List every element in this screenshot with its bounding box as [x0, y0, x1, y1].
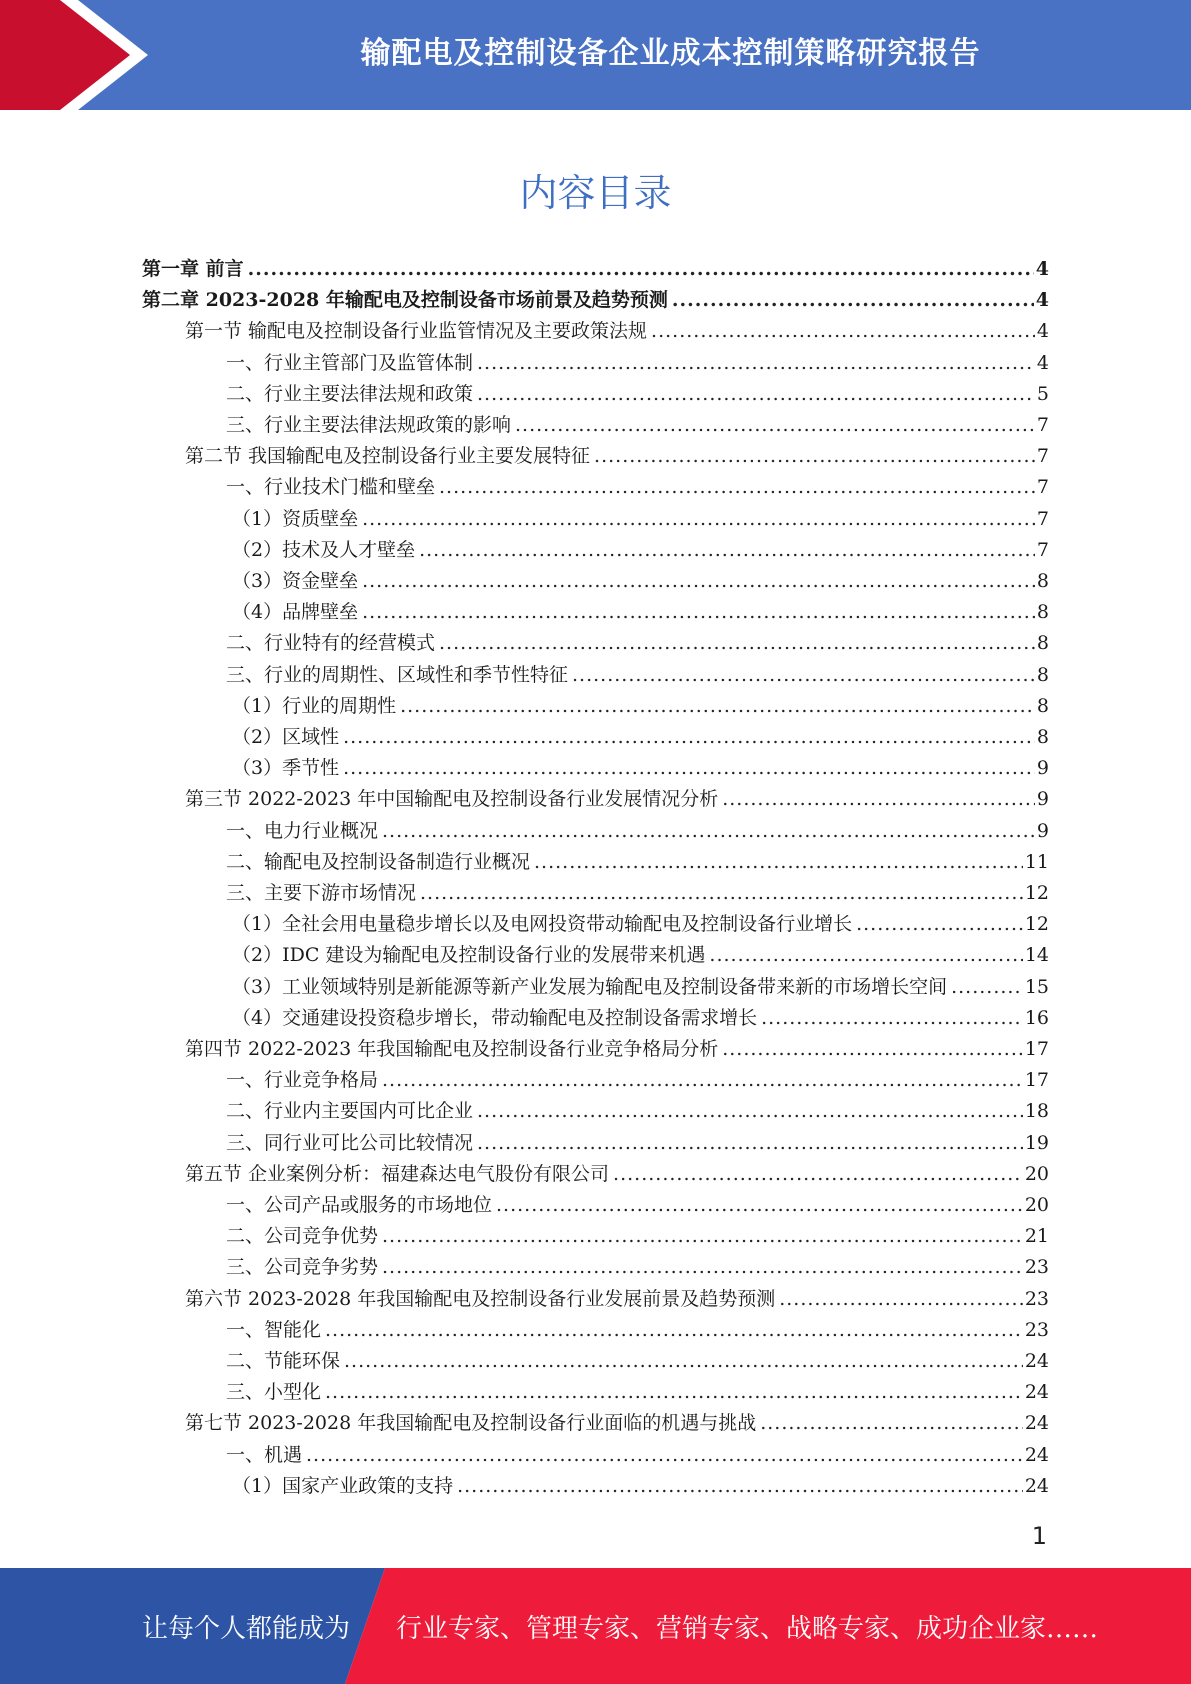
toc-entry-label: 第四节 2022-2023 年我国输配电及控制设备行业竞争格局分析: [185, 1038, 719, 1060]
toc-dot-leader: [951, 972, 1023, 1003]
toc-entry-label: 二、节能环保: [226, 1350, 341, 1372]
toc-entry-label: 二、行业特有的经营模式: [226, 632, 436, 654]
toc-entry-page: 15: [1024, 976, 1049, 998]
toc-entry-label: 三、小型化: [226, 1381, 322, 1403]
toc-entry[interactable]: [226, 1128, 1049, 1159]
toc-entry-page: 8: [1036, 601, 1049, 623]
toc-entry-label: 第一章 前言: [142, 258, 244, 280]
toc-dot-leader: [343, 722, 1035, 753]
toc-entry[interactable]: [232, 691, 1049, 722]
toc-dot-leader: [382, 816, 1035, 847]
toc-dot-leader: [594, 441, 1035, 472]
toc-entry[interactable]: [226, 1315, 1049, 1346]
toc-dot-leader: [362, 566, 1035, 597]
toc-entry[interactable]: [226, 1346, 1049, 1377]
toc-dot-leader: [382, 1221, 1023, 1252]
toc-entry-page: 23: [1024, 1319, 1049, 1341]
toc-entry-page: 20: [1024, 1194, 1049, 1216]
toc-entry-label: 三、公司竞争劣势: [226, 1256, 379, 1278]
toc-entry-label: 二、输配电及控制设备制造行业概况: [226, 851, 531, 873]
toc-entry[interactable]: [232, 722, 1049, 753]
toc-dot-leader: [343, 753, 1035, 784]
toc-entry-page: 4: [1036, 352, 1049, 374]
toc-entry[interactable]: [232, 940, 1049, 971]
toc-entry-label: 第七节 2023-2028 年我国输配电及控制设备行业面临的机遇与挑战: [185, 1412, 757, 1434]
toc-entry-label: 三、主要下游市场情况: [226, 882, 417, 904]
toc-entry-label: （2）技术及人才壁垒: [232, 539, 416, 561]
footer-slogan-right: 行业专家、管理专家、营销专家、战略专家、成功企业家……: [396, 1613, 1099, 1644]
toc-entry-page: 24: [1024, 1350, 1049, 1372]
toc-entry[interactable]: [232, 972, 1049, 1003]
toc-entry-label: （2）IDC 建设为输配电及控制设备行业的发展带来机遇: [232, 944, 706, 966]
toc-entry-label: （1）行业的周期性: [232, 695, 397, 717]
toc-entry[interactable]: [226, 628, 1049, 659]
toc-entry-label: 三、行业主要法律法规政策的影响: [226, 414, 512, 436]
toc-dot-leader: [651, 316, 1035, 347]
toc-entry[interactable]: [226, 1221, 1049, 1252]
toc-entry-label: 二、公司竞争优势: [226, 1225, 379, 1247]
toc-dot-leader: [856, 909, 1023, 940]
toc-entry-label: （4）交通建设投资稳步增长，带动输配电及控制设备需求增长: [232, 1007, 758, 1029]
toc-entry[interactable]: [226, 1096, 1049, 1127]
toc-dot-leader: [477, 348, 1035, 379]
toc-entry-page: 24: [1024, 1381, 1049, 1403]
toc-entry-page: 24: [1024, 1475, 1049, 1497]
toc-entry[interactable]: [232, 1003, 1049, 1034]
toc-entry[interactable]: [142, 285, 1049, 316]
toc-dot-leader: [248, 254, 1034, 285]
toc-entry-label: 第三节 2022-2023 年中国输配电及控制设备行业发展情况分析: [185, 788, 719, 810]
toc-entry-label: （3）资金壁垒: [232, 570, 359, 592]
toc-entry-label: 二、行业内主要国内可比企业: [226, 1100, 474, 1122]
toc-dot-leader: [613, 1159, 1023, 1190]
chevron-arrow-icon: [0, 0, 160, 110]
toc-entry-label: （3）工业领域特别是新能源等新产业发展为输配电及控制设备带来新的市场增长空间: [232, 976, 948, 998]
toc-entry-label: （3）季节性: [232, 757, 340, 779]
toc-entry[interactable]: [226, 1440, 1049, 1471]
toc-entry[interactable]: [226, 1065, 1049, 1096]
toc-entry-page: 23: [1024, 1256, 1049, 1278]
toc-entry[interactable]: [232, 535, 1049, 566]
toc-entry-page: 4: [1036, 320, 1049, 342]
toc-dot-leader: [760, 1408, 1023, 1439]
toc-dot-leader: [779, 1284, 1023, 1315]
toc-dot-leader: [534, 847, 1023, 878]
toc-entry-page: 21: [1024, 1225, 1049, 1247]
toc-entry-label: 一、行业主管部门及监管体制: [226, 352, 474, 374]
toc-entry-label: （4）品牌壁垒: [232, 601, 359, 623]
toc-dot-leader: [420, 878, 1023, 909]
toc-dot-leader: [457, 1471, 1023, 1502]
toc-entry[interactable]: [185, 441, 1049, 472]
toc-entry-label: 二、行业主要法律法规和政策: [226, 383, 474, 405]
toc-entry-label: 第二章 2023-2028 年输配电及控制设备市场前景及趋势预测: [142, 289, 668, 311]
toc-dot-leader: [362, 504, 1035, 535]
toc-entry-page: 24: [1024, 1412, 1049, 1434]
toc-entry-label: 第二节 我国输配电及控制设备行业主要发展特征: [185, 445, 591, 467]
toc-entry[interactable]: [226, 348, 1049, 379]
toc-dot-leader: [572, 660, 1035, 691]
footer-banner: [0, 1568, 1191, 1684]
toc-entry-page: 24: [1024, 1444, 1049, 1466]
toc-entry-label: 第五节 企业案例分析：福建森达电气股份有限公司: [185, 1163, 610, 1185]
toc-entry-label: 一、公司产品或服务的市场地位: [226, 1194, 493, 1216]
toc-dot-leader: [325, 1377, 1023, 1408]
toc-entry-page: 4: [1035, 258, 1049, 280]
toc-dot-leader: [477, 379, 1035, 410]
toc-dot-leader: [382, 1065, 1023, 1096]
toc-dot-leader: [382, 1252, 1023, 1283]
toc-entry[interactable]: [232, 566, 1049, 597]
toc-entry[interactable]: [226, 472, 1049, 503]
toc-entry-page: 20: [1024, 1163, 1049, 1185]
toc-entry-label: 三、同行业可比公司比较情况: [226, 1132, 474, 1154]
toc-entry[interactable]: [232, 504, 1049, 535]
toc-dot-leader: [419, 535, 1035, 566]
toc-entry-page: 16: [1024, 1007, 1049, 1029]
toc-entry[interactable]: [226, 878, 1049, 909]
toc-entry-label: 一、电力行业概况: [226, 820, 379, 842]
toc-entry-label: 第六节 2023-2028 年我国输配电及控制设备行业发展前景及趋势预测: [185, 1288, 776, 1310]
toc-entry[interactable]: [226, 847, 1049, 878]
toc-dot-leader: [439, 472, 1035, 503]
report-title: 输配电及控制设备企业成本控制策略研究报告: [360, 36, 981, 71]
toc-entry-label: 第一节 输配电及控制设备行业监管情况及主要政策法规: [185, 320, 648, 342]
toc-entry-label: 一、行业技术门槛和壁垒: [226, 476, 436, 498]
toc-entry[interactable]: [226, 1190, 1049, 1221]
toc-entry[interactable]: [226, 660, 1049, 691]
toc-dot-leader: [306, 1440, 1023, 1471]
toc-entry-page: 9: [1036, 788, 1049, 810]
toc-dot-leader: [344, 1346, 1023, 1377]
header-banner: [0, 0, 1191, 110]
toc-entry-page: 8: [1036, 726, 1049, 748]
toc-dot-leader: [325, 1315, 1023, 1346]
toc-entry-page: 23: [1024, 1288, 1049, 1310]
toc-dot-leader: [439, 628, 1035, 659]
toc-dot-leader: [672, 285, 1034, 316]
toc-dot-leader: [722, 784, 1035, 815]
toc-entry-page: 8: [1036, 664, 1049, 686]
toc-entry[interactable]: [232, 1471, 1049, 1502]
toc-heading: 内容目录: [519, 171, 672, 215]
toc-entry-page: 12: [1024, 913, 1049, 935]
toc-entry-page: 7: [1036, 539, 1049, 561]
toc-entry-page: 7: [1036, 414, 1049, 436]
toc-entry[interactable]: [226, 379, 1049, 410]
toc-dot-leader: [362, 597, 1035, 628]
toc-entry[interactable]: [232, 753, 1049, 784]
toc-dot-leader: [400, 691, 1035, 722]
toc-entry-page: 19: [1024, 1132, 1049, 1154]
toc-entry-label: 一、机遇: [226, 1444, 303, 1466]
toc-entry-label: 三、行业的周期性、区域性和季节性特征: [226, 664, 569, 686]
toc-entry-page: 7: [1036, 508, 1049, 530]
toc-entry-page: 17: [1024, 1038, 1049, 1060]
toc-dot-leader: [477, 1096, 1023, 1127]
toc-entry-page: 11: [1024, 851, 1049, 873]
toc-dot-leader: [515, 410, 1035, 441]
toc-entry-page: 14: [1024, 944, 1049, 966]
toc-entry-label: 一、行业竞争格局: [226, 1069, 379, 1091]
page-number: 1: [1031, 1522, 1047, 1550]
toc-entry-label: （1）资质壁垒: [232, 508, 359, 530]
toc-entry[interactable]: [226, 1377, 1049, 1408]
toc-entry[interactable]: [232, 597, 1049, 628]
toc-entry[interactable]: [226, 410, 1049, 441]
footer-slogan-left: 让每个人都能成为: [142, 1613, 351, 1644]
toc-entry-page: 7: [1036, 476, 1049, 498]
toc-dot-leader: [761, 1003, 1023, 1034]
toc-entry-page: 18: [1024, 1100, 1049, 1122]
toc-entry-page: 8: [1036, 632, 1049, 654]
toc-dot-leader: [477, 1128, 1023, 1159]
toc-entry-page: 9: [1036, 820, 1049, 842]
toc-entry-page: 4: [1035, 289, 1049, 311]
toc-entry[interactable]: [185, 1408, 1049, 1439]
toc-entry-label: （1）全社会用电量稳步增长以及电网投资带动输配电及控制设备行业增长: [232, 913, 853, 935]
toc-dot-leader: [722, 1034, 1023, 1065]
toc-dot-leader: [496, 1190, 1023, 1221]
toc-entry-page: 9: [1036, 757, 1049, 779]
toc-entry[interactable]: [226, 1252, 1049, 1283]
toc-entry-page: 8: [1036, 570, 1049, 592]
toc-entry[interactable]: [185, 1034, 1049, 1065]
toc-entry[interactable]: [226, 816, 1049, 847]
toc-entry-page: 17: [1024, 1069, 1049, 1091]
toc-entry-label: 一、智能化: [226, 1319, 322, 1341]
toc-entry-page: 5: [1036, 383, 1049, 405]
toc-entry[interactable]: [185, 1159, 1049, 1190]
toc-entry-label: （1）国家产业政策的支持: [232, 1475, 454, 1497]
toc-entry[interactable]: [185, 784, 1049, 815]
toc-entry[interactable]: [185, 316, 1049, 347]
toc-entry[interactable]: [142, 254, 1049, 285]
toc-entry-page: 7: [1036, 445, 1049, 467]
toc-entry[interactable]: [185, 1284, 1049, 1315]
toc-entry-page: 12: [1024, 882, 1049, 904]
toc-dot-leader: [709, 940, 1022, 971]
toc-entry-page: 8: [1036, 695, 1049, 717]
toc-entry-label: （2）区域性: [232, 726, 340, 748]
toc-entry[interactable]: [232, 909, 1049, 940]
